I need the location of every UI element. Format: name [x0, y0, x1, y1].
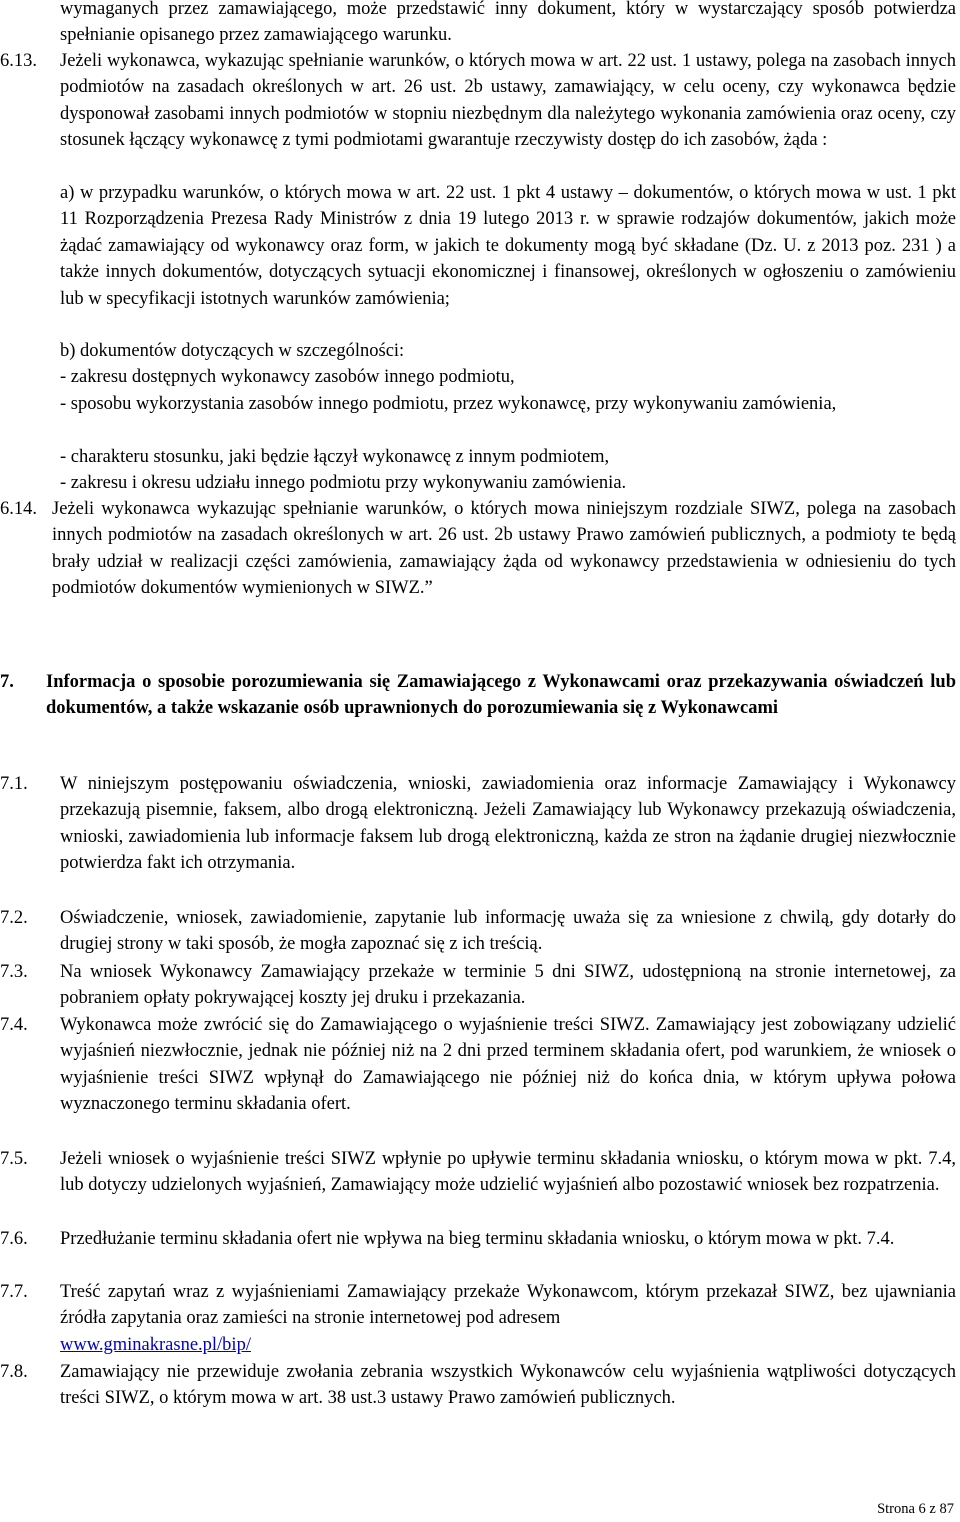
- paragraph-6-13: Jeżeli wykonawca, wykazując spełnianie warunków, o których mowa w art. 22 ust. 1 ustawy, polega na zasobach innych podmiotów na zasadach określonych w art. 26 ust. 2b ustawy, zamawiający, w celu oceny, czy wykonawca będzie dysponował zasobami innych podmiotów w stopniu niezbędnym dla należytego wykonania zamówienia oraz oceny, czy stosunek łączący wykonawcę z tymi podmiotami gwarantuje rzeczywisty dostęp do ich zasobów, żąda :: [60, 51, 956, 151]
- item-7-5: Jeżeli wniosek o wyjaśnienie treści SIWZ wpłynie po upływie terminu składania wniosku, o którym mowa w pkt. 7.4, lub dotyczy udzielonych wyjaśnień, Zamawiający może udzielić wyjaśnień albo pozostawić wniosek bez rozpatrzenia.: [60, 1149, 956, 1196]
- item-6-13-b-3: - charakteru stosunku, jaki będzie łączył wykonawcę z innym podmiotem,: [60, 447, 610, 467]
- item-7-4: Wykonawca może zwrócić się do Zamawiającego o wyjaśnienie treści SIWZ. Zamawiający jest zobowiązany udzielić wyjaśnień niezwłocznie, jednak nie później niż na 2 dni przed terminem składania ofert, pod warunkiem, że wniosek o wyjaśnienie treści SIWZ wpłynął do Zamawiającego nie później niż do końca dnia, w którym upływa połowa wyznaczonego terminu składania ofert.: [60, 1015, 956, 1115]
- item-number-7-7: 7.7.: [0, 1282, 28, 1302]
- item-number-7-5: 7.5.: [0, 1149, 28, 1169]
- item-6-13-a: a) w przypadku warunków, o których mowa w art. 22 ust. 1 pkt 4 ustawy – dokumentów, o których mowa w ust. 1 pkt 11 Rozporządzenia Prezesa Rady Ministrów z dnia 19 lutego 2013 r. w sprawie rodzajów dokumentów, jakich może żądać zamawiający od wykonawcy oraz form, w jakich te dokumenty mogą być składane (Dz. U. z 2013 poz. 231 ) a także innych dokumentów, dotyczących sytuacji ekonomicznej i finansowej, określonych w ogłoszeniu o zamówieniu lub w specyfikacji istotnych warunków zamówienia;: [60, 183, 956, 309]
- item-number-7-1: 7.1.: [0, 774, 28, 794]
- item-7-3: Na wniosek Wykonawcy Zamawiający przekaże w terminie 5 dni SIWZ, udostępnioną na stronie internetowej, za pobraniem opłaty pokrywającej koszty jej druku i przekazania.: [60, 962, 956, 1009]
- item-6-13-b-4: - zakresu i okresu udziału innego podmiotu przy wykonywaniu zamówienia.: [60, 473, 627, 493]
- section-number-6-14: 6.14.: [0, 499, 37, 519]
- item-number-7-4: 7.4.: [0, 1015, 28, 1035]
- item-7-6: Przedłużanie terminu składania ofert nie wpływa na bieg terminu składania wniosku, o którym mowa w pkt. 7.4.: [60, 1229, 895, 1249]
- item-number-7-3: 7.3.: [0, 962, 28, 982]
- item-7-2: Oświadczenie, wniosek, zawiadomienie, zapytanie lub informację uważa się za wniesione z chwilą, gdy dotarły do drugiej strony w taki sposób, że mogła zapoznać się z ich treścią.: [60, 908, 956, 955]
- item-7-7: [60, 1279, 956, 1358]
- item-number-7-6: 7.6.: [0, 1229, 28, 1249]
- bip-website-link[interactable]: www.gminakrasne.pl/bip/: [60, 1334, 251, 1355]
- page-number-footer: Strona 6 z 87: [877, 1501, 954, 1517]
- item-number-7-8: 7.8.: [0, 1362, 28, 1382]
- paragraph-6-14: Jeżeli wykonawca wykazując spełnianie warunków, o których mowa niniejszym rozdziale SIWZ, polega na zasobach innych podmiotów na zasadach określonych w art. 26 ust. 2b ustawy Prawo zamówień publicznych, a podmioty te będą brały udział w realizacji części zamówienia, zamawiający żąda od wykonawcy przedstawienia w odniesieniu do tych podmiotów dokumentów wymienionych w SIWZ.”: [52, 499, 956, 599]
- section-7-heading: Informacja o sposobie porozumiewania się Zamawiającego z Wykonawcami oraz przekazywania oświadczeń lub dokumentów, a także wskazanie osób uprawnionych do porozumiewania się z Wykonawcami: [46, 672, 956, 719]
- item-6-13-b-2: - sposobu wykorzystania zasobów innego podmiotu, przez wykonawcę, przy wykonywaniu zamówienia,: [60, 394, 837, 414]
- item-6-13-b: b) dokumentów dotyczących w szczególności:: [60, 341, 405, 361]
- section-number-7: 7.: [0, 672, 14, 692]
- section-number-6-13: 6.13.: [0, 51, 37, 71]
- paragraph-6-12-continuation: wymaganych przez zamawiającego, może przedstawić inny dokument, który w wystarczający sposób potwierdza spełnianie opisanego przez zamawiającego warunku.: [60, 0, 956, 46]
- item-6-13-b-1: - zakresu dostępnych wykonawcy zasobów innego podmiotu,: [60, 367, 515, 387]
- item-number-7-2: 7.2.: [0, 908, 28, 928]
- item-7-1: W niniejszym postępowaniu oświadczenia, wnioski, zawiadomienia oraz informacje Zamawiający i Wykonawcy przekazują pisemnie, faksem, albo drogą elektroniczną. Jeżeli Zamawiający lub Wykonawcy przekazują oświadczenia, wnioski, zawiadomienia lub informacje faksem lub drogą elektroniczną, każda ze stron na żądanie drugiej niezwłocznie potwierdza fakt ich otrzymania.: [60, 774, 956, 874]
- item-7-7-text: Treść zapytań wraz z wyjaśnieniami Zamawiający przekaże Wykonawcom, którym przekazał SIWZ, bez ujawniania źródła zapytania oraz zamieści na stronie internetowej pod adresem: [60, 1282, 956, 1329]
- item-7-8: Zamawiający nie przewiduje zwołania zebrania wszystkich Wykonawców celu wyjaśnienia wątpliwości dotyczących treści SIWZ, o którym mowa w art. 38 ust.3 ustawy Prawo zamówień publicznych.: [60, 1362, 956, 1409]
